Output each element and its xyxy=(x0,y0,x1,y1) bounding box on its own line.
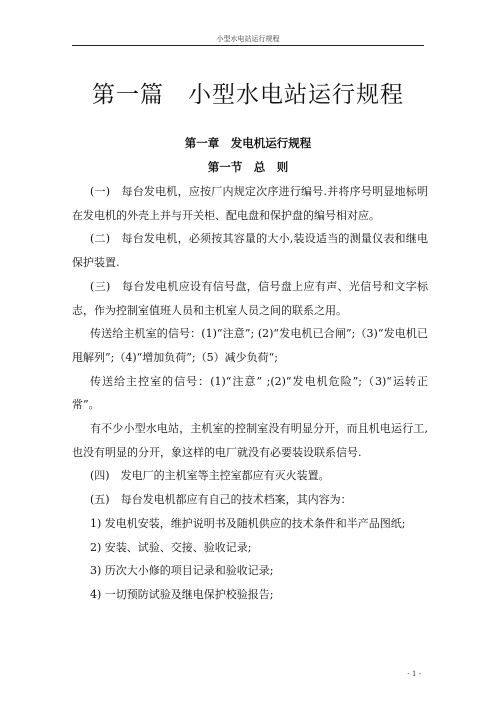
chapter-heading: 第一章 发电机运行规程 xyxy=(184,136,312,150)
paragraph-8: (五) 每台发电机都应有自己的技术档案，其内容为： xyxy=(90,493,352,507)
header-rule xyxy=(72,45,424,46)
body-text xyxy=(72,180,428,607)
page-number: - 1 - xyxy=(407,670,421,678)
running-header: 小型水电站运行规程 xyxy=(216,35,280,43)
paragraph-6: 有不少小型水电站，主机室的控制室没有明显分开，而且机电运行工,也没有明显的分开，象这样的电厂就没有必要装设联系信号. xyxy=(72,422,428,459)
paragraph-3: (三) 每台发电机应设有信号盘，信号盘上应有声、光信号和文字标志，作为控制室值班人员和主机室人员之间的联系之用。 xyxy=(72,279,428,317)
document-title: 第一篇 小型水电站运行规程 xyxy=(92,82,404,108)
paragraph-2: (二) 每台发电机，必须按其容量的大小,装设适当的测量仪表和继电保护装置. xyxy=(72,232,428,270)
section-heading: 第一节 总 则 xyxy=(207,160,289,174)
list-item-4: 4) 一切预防试验及继电保护校验报告; xyxy=(90,587,274,601)
paragraph-7: (四) 发电厂的主机室等主控室都应有灭火装置。 xyxy=(90,469,330,483)
list-item-2: 2) 安装、试验、交接、验收记录; xyxy=(90,540,252,554)
paragraph-5: 传送给主控室的信号：(1)“注意” ;(2)“发电机危险”;（3)“运转正常”。 xyxy=(72,374,428,412)
paragraph-1: (一) 每台发电机，应按厂内规定次序进行编号.并将序号明显地标明在发电机的外壳上并与开关柜、配电盘和保护盘的编号相对应。 xyxy=(72,185,428,222)
list-item-1: 1) 发电机安装，维护说明书及随机供应的技术条件和半产品图纸; xyxy=(90,516,406,530)
list-item-3: 3) 历次大小修的项目记录和验收记录; xyxy=(90,564,274,578)
paragraph-4: 传送给主机室的信号：(1)“注意”; (2)“发电机已合闸”;（3)“发电机已甩解列”;（4)“增加负荷”;（5）减少负荷“; xyxy=(72,327,428,364)
